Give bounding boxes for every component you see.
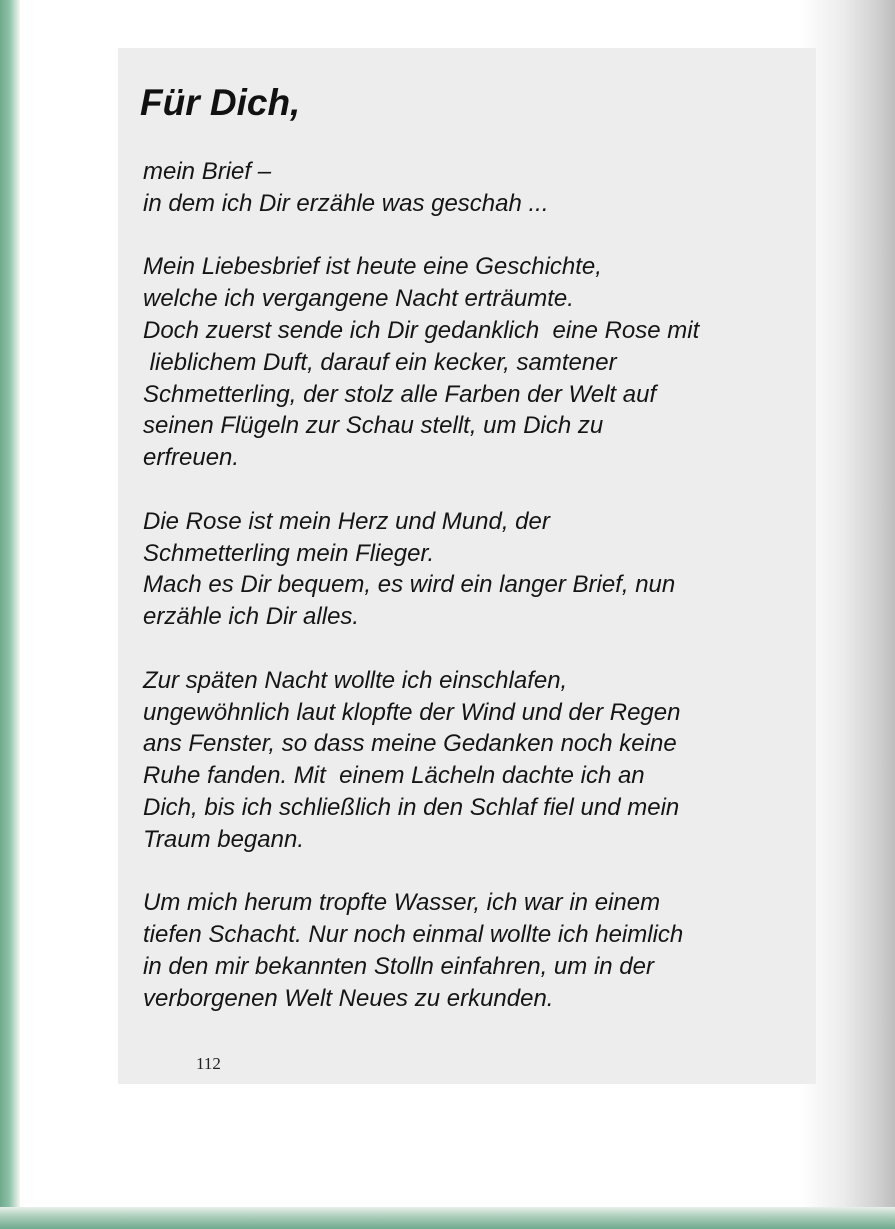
letter-body — [143, 156, 803, 1046]
text-line: Ruhe fanden. Mit einem Lächeln dachte ich an — [143, 762, 645, 790]
text-line: Zur späten Nacht wollte ich einschlafen, — [143, 666, 568, 694]
text-line: Schmetterling mein Flieger. — [143, 539, 435, 567]
page-title: Für Dich, — [140, 82, 301, 123]
stanza-greeting — [143, 156, 803, 220]
text-line: verborgenen Welt Neues zu erkunden. — [143, 984, 554, 1012]
stanza-night — [143, 665, 803, 856]
text-line: Schmetterling, der stolz alle Farben der Welt auf — [143, 380, 657, 408]
text-line: lieblichem Duft, darauf ein kecker, samtener — [143, 348, 617, 376]
text-line: tiefen Schacht. Nur noch einmal wollte ich heimlich — [143, 921, 684, 949]
text-line: in den mir bekannten Stolln einfahren, um in der — [143, 952, 654, 980]
text-line: Die Rose ist mein Herz und Mund, der — [143, 507, 550, 535]
text-line: Traum begann. — [143, 825, 304, 853]
stanza-shaft — [143, 887, 803, 1014]
text-line: Um mich herum tropfte Wasser, ich war in einem — [143, 889, 661, 917]
stanza-love-letter — [143, 251, 803, 474]
stanza-rose — [143, 506, 803, 633]
text-line: Doch zuerst sende ich Dir gedanklich eine Rose mit — [143, 316, 700, 344]
text-line: Mach es Dir bequem, es wird ein langer Brief, nun — [143, 571, 676, 599]
page-number: 112 — [196, 1054, 221, 1073]
text-line: erfreuen. — [143, 444, 240, 472]
text-line: seinen Flügeln zur Schau stellt, um Dich zu — [143, 412, 604, 440]
text-line: in dem ich Dir erzähle was geschah ... — [143, 189, 549, 217]
text-line: welche ich vergangene Nacht erträumte. — [143, 285, 574, 313]
book-spine-edge — [0, 0, 20, 1229]
text-line: mein Brief – — [143, 158, 272, 185]
book-cover-bottom-edge — [0, 1207, 895, 1229]
text-line: ungewöhnlich laut klopfte der Wind und der Regen — [143, 698, 681, 726]
text-line: ans Fenster, so dass meine Gedanken noch keine — [143, 730, 677, 758]
text-line: Mein Liebesbrief ist heute eine Geschichte, — [143, 253, 602, 281]
text-line: erzähle ich Dir alles. — [143, 603, 360, 631]
text-line: Dich, bis ich schließlich in den Schlaf fiel und mein — [143, 793, 680, 821]
